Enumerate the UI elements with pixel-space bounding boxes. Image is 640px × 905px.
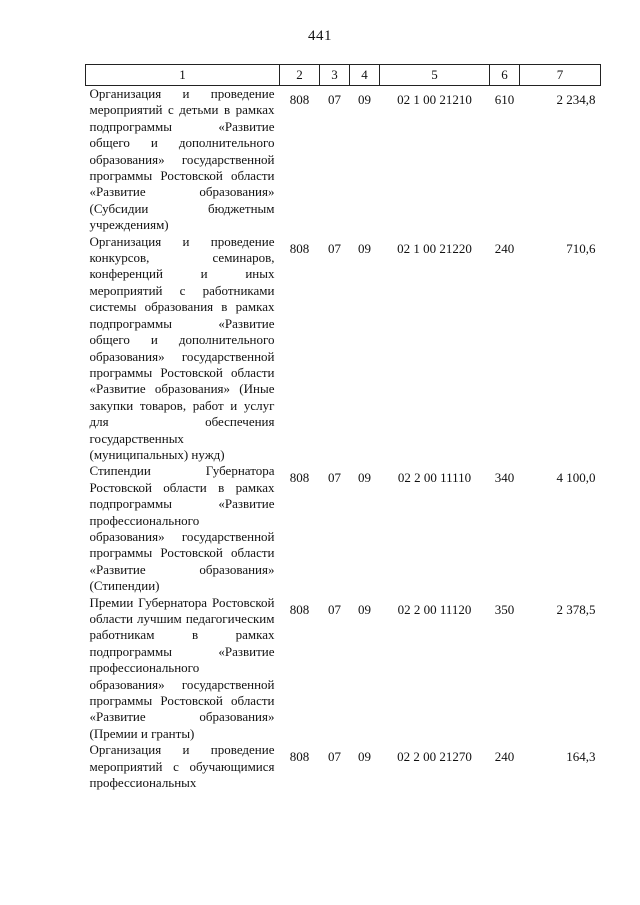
row-description: Стипендии Губернатора Ростовской области в рамках подпрограммы «Развитие профессионального образования» государственной программы Ростовской области «Развитие образования» (Стипендии): [89, 463, 275, 594]
table-row: [86, 463, 601, 594]
table-row: [86, 742, 601, 791]
target-article-code: 02 1 00 21220: [397, 240, 472, 256]
column-header-3: 3: [320, 65, 350, 86]
column-header-4: 4: [350, 65, 380, 86]
ministry-code: 808: [289, 470, 310, 486]
column-header-6: 6: [490, 65, 520, 86]
ministry-code: 808: [289, 749, 310, 765]
expense-type-code: 240: [494, 749, 515, 765]
expense-type-code: 240: [494, 240, 515, 256]
section-code: 07: [328, 240, 341, 256]
expense-type-code: 340: [494, 470, 515, 486]
amount: 2 378,5: [556, 601, 596, 617]
column-header-5: 5: [380, 65, 490, 86]
target-article-code: 02 1 00 21210: [397, 92, 472, 107]
subsection-code: 09: [358, 240, 371, 256]
amount: 4 100,0: [556, 470, 596, 486]
section-code: 07: [328, 92, 341, 107]
page-number: 441: [308, 28, 332, 44]
row-description: Организация и проведение мероприятий с обучающимися профессиональных: [89, 742, 275, 791]
expense-type-code: 610: [494, 92, 515, 107]
target-article-code: 02 2 00 21270: [397, 749, 472, 765]
section-code: 07: [328, 601, 341, 617]
section-code: 07: [328, 470, 341, 486]
target-article-code: 02 2 00 11110: [397, 470, 472, 486]
table-header-row: [86, 65, 601, 86]
table-row: [86, 595, 601, 743]
ministry-code: 808: [289, 240, 310, 256]
ministry-code: 808: [289, 92, 310, 107]
column-header-7: 7: [520, 65, 601, 86]
subsection-code: 09: [358, 470, 371, 486]
row-description: Премии Губернатора Ростовской области лучшим педагогическим работникам в рамках подпрограммы «Развитие профессионального образования» государственной программы Ростовской области «Развитие образования» (Премии и гранты): [89, 594, 275, 741]
table-row: [86, 86, 601, 234]
subsection-code: 09: [358, 92, 371, 107]
target-article-code: 02 2 00 11120: [397, 601, 472, 617]
ministry-code: 808: [289, 601, 310, 617]
subsection-code: 09: [358, 601, 371, 617]
amount: 710,6: [566, 240, 596, 256]
section-code: 07: [328, 749, 341, 765]
column-header-1: 1: [86, 65, 280, 86]
row-description: Организация и проведение конкурсов, семинаров, конференций и иных мероприятий с работниками системы образования в рамках подпрограммы «Развитие общего и дополнительного образования» государственной программы Ростовской области «Развитие образования» (Иные закупки товаров, работ и услуг для обеспечения государственных (муниципальных) нужд): [89, 233, 275, 462]
budget-table: [85, 64, 601, 791]
amount: 2 234,8: [556, 92, 596, 107]
column-header-2: 2: [280, 65, 320, 86]
row-description: Организация и проведение мероприятий с детьми в рамках подпрограммы «Развитие общего и дополнительного образования» государственной программы Ростовской области «Развитие образования» (Субсидии бюджетным учреждениям): [89, 86, 275, 233]
amount: 164,3: [566, 749, 596, 765]
subsection-code: 09: [358, 749, 371, 765]
expense-type-code: 350: [494, 601, 515, 617]
table-row: [86, 234, 601, 464]
